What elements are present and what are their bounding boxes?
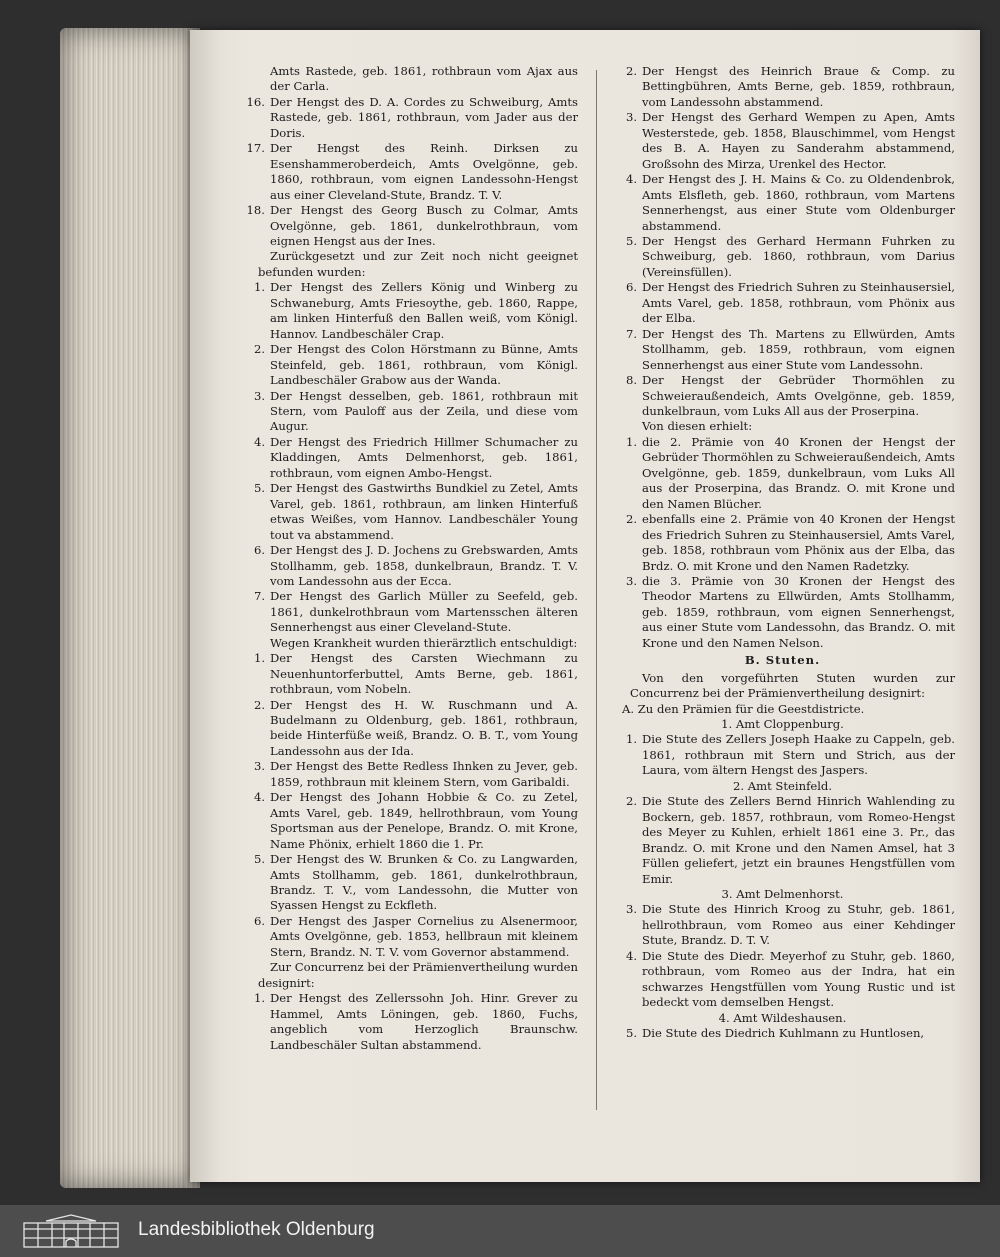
entry-text: Der Hengst desselben, geb. 1861, rothbraun mit Stern, vom Pauloff aus der Zeila, und diese vom Augur. — [270, 388, 578, 434]
entry-text: Der Hengst des H. W. Ruschmann und A. Budelmann zu Oldenburg, geb. 1861, rothbraun, beide Hinterfüße weiß, Brandz. O. B. T., vom Young Landessohn aus der Ida. — [270, 697, 578, 758]
list-entry — [238, 280, 578, 342]
footer-bar — [0, 1205, 1000, 1257]
list-entry — [610, 902, 955, 948]
list-entry — [610, 574, 955, 651]
entry-number: 3. — [625, 902, 637, 917]
list-entry — [238, 852, 578, 914]
list-entry — [238, 698, 578, 760]
entry-text: Der Hengst des W. Brunken & Co. zu Langwarden, Amts Stollhamm, geb. 1861, dunkelrothbraun, Brandz. T. V., vom Landessohn, die Mutter von Syassen Hengst zu Eckfleth. — [270, 852, 578, 913]
list-entry — [610, 373, 955, 419]
entry-number: 1. — [625, 732, 637, 747]
entry-number: 5. — [625, 1026, 637, 1041]
entry-text: Der Hengst der Gebrüder Thormöhlen zu Schweieraußendeich, Amts Ovelgönne, geb. 1859, dunkelbraun, vom Luks All aus der Proserpina. — [642, 373, 955, 418]
entry-text: Der Hengst des Jasper Cornelius zu Alsenermoor, Amts Ovelgönne, geb. 1853, hellbraun mit kleinem Stern, Brandz. N. T. V. vom Governor abstammend. — [270, 913, 578, 959]
entry-text: Der Hengst des Gerhard Hermann Fuhrken zu Schweiburg, geb. 1860, rothbraun, vom Darius (Vereinsfüllen). — [642, 233, 955, 279]
section-heading: Zur Concurrenz bei der Prämienvertheilung wurden designirt: — [258, 960, 578, 990]
entry-number: 3. — [625, 110, 637, 125]
book-page-edges — [60, 28, 200, 1188]
entry-number: 6. — [625, 280, 637, 295]
list-entry — [238, 790, 578, 852]
entry-number: 16. — [246, 94, 265, 109]
district-heading: 1. Amt Cloppenburg. — [721, 717, 844, 732]
column-divider — [596, 70, 597, 1110]
list-entry — [238, 914, 578, 960]
entry-number: 1. — [625, 434, 637, 449]
entry-text: Der Hengst des Gastwirths Bundkiel zu Zetel, Amts Varel, geb. 1861, rothbraun, am linken Hinterfuß etwas Weißes, vom Hannov. Landbeschäler Young tout va abstammend. — [270, 481, 578, 542]
entry-text: ebenfalls eine 2. Prämie von 40 Kronen der Hengst des Friedrich Suhren zu Steinhausersiel, Amts Varel, geb. 1858, rothbraun vom Phönix aus der Elba, das Brdz. O. mit Krone und den Namen Radetzky. — [642, 512, 955, 573]
entry-number: 18. — [246, 203, 265, 218]
list-entry — [610, 435, 955, 512]
entry-number: 3. — [253, 759, 265, 774]
entry-text: Der Hengst des Johann Hobbie & Co. zu Zetel, Amts Varel, geb. 1849, hellrothbraun, vom Young Sportsman aus der Penelope, Brandz. O. mit Krone, Name Phönix, erhielt 1860 die 1. Pr. — [270, 790, 578, 851]
entry-number: 4. — [253, 790, 265, 805]
list-entry — [610, 327, 955, 373]
entry-text: Der Hengst des Th. Martens zu Ellwürden, Amts Stollhamm, geb. 1859, rothbraun, vom eignen Sennerhengst aus einer Stute vom Landessohn. — [642, 326, 955, 372]
list-entry — [238, 991, 578, 1053]
subsection-heading: A. Zu den Prämien für die Geestdistricte. — [622, 701, 865, 716]
entry-number: 1. — [253, 651, 265, 666]
entry-text: Die Stute des Diedrich Kuhlmann zu Huntlosen, — [642, 1026, 925, 1041]
entry-text: Der Hengst des Carsten Wiechmann zu Neuenhuntorferbuttel, Amts Berne, geb. 1861, rothbraun, vom Nobeln. — [270, 651, 578, 697]
entry-text: Der Hengst des J. H. Mains & Co. zu Oldendenbrok, Amts Elsfleth, geb. 1860, rothbraun, vom Martens Sennerhengst, aus einer Stute vom Oldenburger abstammend. — [642, 172, 955, 233]
entry-number: 7. — [253, 589, 265, 604]
entry-text: Der Hengst des Bette Redless Ihnken zu Jever, geb. 1859, rothbraun mit kleinem Stern, vom Garibaldi. — [270, 759, 578, 789]
list-entry — [238, 481, 578, 543]
entry-text: Der Hengst des D. A. Cordes zu Schweiburg, Amts Rastede, geb. 1861, rothbraun, vom Jader aus der Doris. — [270, 94, 578, 140]
entry-number: 2. — [253, 697, 265, 712]
entry-number: 2. — [625, 794, 637, 809]
entry-number: 17. — [246, 141, 265, 156]
list-entry — [238, 389, 578, 435]
entry-number: 5. — [253, 481, 265, 496]
entry-text: Der Hengst des Reinh. Dirksen zu Esenshammeroberdeich, Amts Ovelgönne, geb. 1860, rothbraun, vom eignen Landessohn-Hengst aus einer Cleveland-Stute, Brandz. T. V. — [270, 141, 578, 202]
list-entry — [238, 589, 578, 635]
list-entry — [610, 794, 955, 887]
list-entry — [610, 949, 955, 1011]
list-entry — [238, 651, 578, 697]
list-entry — [238, 543, 578, 589]
left-column — [238, 64, 578, 1053]
entry-number: 2. — [625, 64, 637, 78]
list-entry — [238, 203, 578, 249]
section-heading: Wegen Krankheit wurden thierärztlich entschuldigt: — [270, 635, 578, 650]
list-entry — [610, 512, 955, 574]
district-heading: 2. Amt Steinfeld. — [732, 778, 833, 793]
entry-number: 1. — [253, 991, 265, 1006]
entry-text: Der Hengst des Garlich Müller zu Seefeld, geb. 1861, dunkelrothbraun vom Martensschen älteren Sennerhengst aus einer Cleveland-Stute. — [270, 589, 578, 635]
entry-text: die 3. Prämie von 30 Kronen der Hengst des Theodor Martens zu Ellwürden, Amts Stollhamm, geb. 1859, rothbraun, vom eignen Sennerhengst, aus einer Stute vom Landessohn, das Brandz. O. mit Krone und den Namen Nelson. — [642, 573, 955, 650]
library-building-icon — [18, 1213, 124, 1251]
entry-number: 3. — [253, 388, 265, 403]
list-entry — [610, 234, 955, 280]
list-entry — [610, 280, 955, 326]
entry-text: Der Hengst des Zellerssohn Joh. Hinr. Grever zu Hammel, Amts Löningen, geb. 1860, Fuchs, angeblich vom Herzoglich Braunschw. Landbeschäler Sultan abstammend. — [270, 991, 578, 1052]
list-entry — [238, 435, 578, 481]
entry-number: 4. — [625, 172, 637, 187]
section-heading: Zurückgesetzt und zur Zeit noch nicht geeignet befunden wurden: — [258, 249, 578, 279]
entry-text: Der Hengst des Heinrich Braue & Comp. zu Bettingbühren, Amts Berne, geb. 1859, rothbraun, vom Landessohn abstammend. — [642, 64, 955, 109]
list-entry — [238, 342, 578, 388]
entry-text: Die Stute des Diedr. Meyerhof zu Stuhr, geb. 1860, rothbraun, vom Romeo aus der Indra, hat ein schwarzes Hengstfüllen vom Young Rustic und ist bedeckt vom demselben Hengst. — [642, 948, 955, 1010]
entry-number: 7. — [625, 326, 637, 341]
entry-text: Amts Rastede, geb. 1861, rothbraun vom Ajax aus der Carla. — [270, 64, 578, 94]
section-heading: Von diesen erhielt: — [642, 419, 753, 434]
list-entry — [610, 1026, 955, 1041]
entry-number: 2. — [625, 512, 637, 527]
entry-number: 4. — [625, 948, 637, 963]
list-entry — [238, 759, 578, 790]
district-heading: 3. Amt Delmenhorst. — [721, 887, 844, 902]
section-title: B. Stuten. — [744, 653, 821, 668]
entry-text: Der Hengst des J. D. Jochens zu Grebswarden, Amts Stollhamm, geb. 1858, dunkelbraun, Brandz. T. V. vom Landessohn aus der Ecca. — [270, 543, 578, 588]
entry-number: 1. — [253, 280, 265, 295]
section-heading: Von den vorgeführten Stuten wurden zur Concurrenz bei der Prämienvertheilung designirt: — [630, 670, 955, 701]
entry-text: Der Hengst des Georg Busch zu Colmar, Amts Ovelgönne, geb. 1861, dunkelrothbraun, vom eignen Hengst aus der Ines. — [270, 203, 578, 248]
entry-text: Die Stute des Zellers Joseph Haake zu Cappeln, geb. 1861, rothbraun mit Stern und Strich, aus der Laura, vom ältern Hengst des Jaspers. — [642, 732, 955, 778]
list-entry — [238, 64, 578, 95]
entry-text: Der Hengst des Friedrich Suhren zu Steinhausersiel, Amts Varel, geb. 1858, rothbraun, vom Phönix aus der Elba. — [642, 280, 955, 326]
entry-text: Die Stute des Hinrich Kroog zu Stuhr, geb. 1861, hellrothbraun, vom Romeo aus einer Kehdinger Stute, Brandz. D. T. V. — [642, 902, 955, 948]
list-entry — [610, 732, 955, 778]
entry-number: 4. — [253, 434, 265, 449]
entry-number: 5. — [625, 233, 637, 248]
list-entry — [610, 110, 955, 172]
entry-text: Der Hengst des Gerhard Wempen zu Apen, Amts Westerstede, geb. 1858, Blauschimmel, vom Hengst des B. A. Hayen zu Sanderahm abstammend, Großsohn des Mirza, Urenkel des Hector. — [642, 110, 955, 171]
entry-text: Die Stute des Zellers Bernd Hinrich Wahlending zu Bockern, geb. 1857, rothbraun, vom Romeo-Hengst des Meyer zu Kuhlen, erhielt 1861 eine 3. Pr., das Brandz. O. mit Krone und den Namen Amsel, hat 3 Füllen geliefert, jetzt ein braunes Hengstfüllen vom Emir. — [642, 794, 955, 886]
entry-number: 6. — [253, 913, 265, 928]
list-entry — [610, 172, 955, 234]
entry-number: 6. — [253, 543, 265, 558]
entry-text: Der Hengst des Colon Hörstmann zu Bünne, Amts Steinfeld, geb. 1861, rothbraun, vom Königl. Landbeschäler Grabow aus der Wanda. — [270, 342, 578, 388]
district-heading: 4. Amt Wildeshausen. — [718, 1010, 847, 1025]
list-entry — [610, 64, 955, 110]
entry-text: Der Hengst des Zellers König und Winberg zu Schwaneburg, Amts Friesoythe, geb. 1860, Rappe, am linken Hinterfuß den Ballen weiß, vom Königl. Hannov. Landbeschäler Crap. — [270, 280, 578, 341]
library-name: Landesbibliothek Oldenburg — [138, 1219, 375, 1240]
entry-number: 8. — [625, 373, 637, 388]
entry-text: Der Hengst des Friedrich Hillmer Schumacher zu Kladdingen, Amts Delmenhorst, geb. 1861, rothbraun, vom eignen Ambo-Hengst. — [270, 434, 578, 480]
list-entry — [238, 141, 578, 203]
right-column — [610, 64, 955, 1042]
list-entry — [238, 95, 578, 141]
entry-number: 2. — [253, 342, 265, 357]
entry-number: 3. — [625, 573, 637, 588]
entry-number: 5. — [253, 852, 265, 867]
entry-text: die 2. Prämie von 40 Kronen der Hengst der Gebrüder Thormöhlen zu Schweieraußendeich, Amts Ovelgönne, geb. 1859, dunkelbraun, vom Luks All aus der Proserpina, das Brandz. O. mit Krone und den Namen Blücher. — [642, 434, 955, 511]
